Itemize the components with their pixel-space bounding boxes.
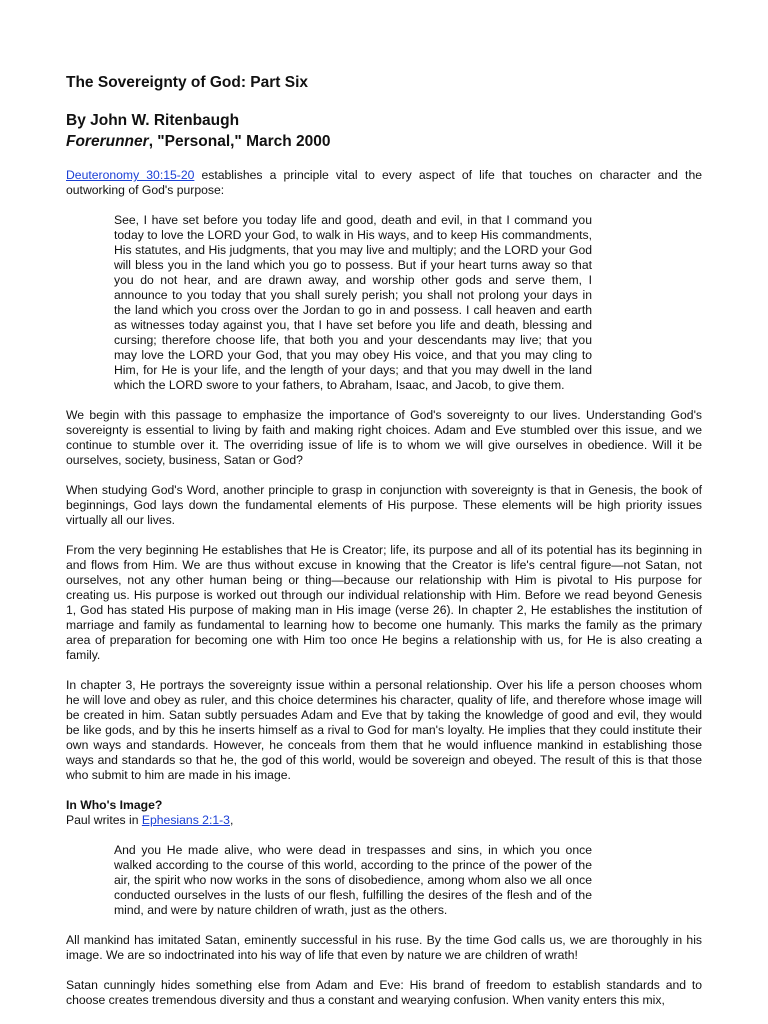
body-paragraph: Satan cunningly hides something else from Adam and Eve: His brand of freedom to establish standards and to choose creates tremendous diversity and thus a constant and wearying confusion. When vanity enters this mix, [66,978,702,1007]
intro-paragraph [66,168,702,198]
scripture-quote-deuteronomy: See, I have set before you today life and good, death and evil, in that I command you today to love the LORD your God, to walk in His ways, and to keep His commandments, His statutes, and His judgments, that you may live and multiply; and the LORD your God will bless you in the land which you go to possess. But if your heart turns away so that you do not hear, and are drawn away, and worship other gods and serve them, I announce to you today that you shall surely perish; you shall not prolong your days in the land which you cross over the Jordan to go in and possess. I call heaven and earth as witnesses today against you, that I have set before you life and death, blessing and cursing; therefore choose life, that both you and your descendants may live; that you may love the LORD your God, that you may obey His voice, and that you may cling to Him, for He is your life, and the length of your days; and that you may dwell in the land which the LORD swore to your fathers, to Abraham, Isaac, and Jacob, to give them. [114,213,592,392]
section-lead-end: , [229,813,234,827]
article-body [66,168,702,1023]
body-paragraph: When studying God's Word, another principle to grasp in conjunction with sovereignty is that in Genesis, the book of beginnings, God lays down the fundamental elements of His purpose. These elements will be high priority issues virtually all our lives. [66,483,702,527]
source-details: , "Personal," March 2000 [148,133,331,150]
article-title: The Sovereignty of God: Part Six [66,74,309,91]
section-heading: In Who's Image? [66,798,163,812]
intro-text: establishes a principle vital to every aspect of life that touches on character and the outworking of God's purpose: [66,168,702,197]
body-paragraph: We begin with this passage to emphasize the importance of God's sovereignty to our lives. Understanding God's sovereignty is essential to living by faith and making right choices. Adam and Eve stumbled over this issue, and we continue to stumble over it. The overriding issue of life is to whom we will give ourselves in obedience. Will it be ourselves, society, business, Satan or God? [66,408,702,467]
section-intro [66,798,702,828]
body-paragraph: From the very beginning He establishes that He is Creator; life, its purpose and all of its potential has its beginning in and flows from Him. We are thus without excuse in knowing that the Creator is life's central figure—not Satan, not ourselves, not any other human being or thing—because our relationship with Him is pivotal to His purpose for creating us. His purpose is worked out through our individual relationship with Him. Before we read beyond Genesis 1, God has stated His purpose of making man in His image (verse 26). In chapter 2, He establishes the institution of marriage and family as fundamental to learning how to become one humanly. This marks the family as the primary area of preparation for becoming one with Him too once He begins a relationship with us, for He is also creating a family. [66,543,702,662]
scripture-link-deuteronomy[interactable]: Deuteronomy 30:15-20 [66,168,195,182]
scripture-link-ephesians[interactable]: Ephesians 2:1-3 [141,813,230,827]
body-paragraph: In chapter 3, He portrays the sovereignty issue within a personal relationship. Over his life a person chooses whom he will love and obey as ruler, and this choice determines his character, quality of life, and therefore whose image will be created in him. Satan subtly persuades Adam and Eve that by taking the knowledge of good and evil, they would be like gods, and by this he inserts himself as a rival to God for man's loyalty. He implies that they could institute their own ways and standards. However, he conceals from them that he would influence mankind in establishing those ways and standards so that he, the god of this world, would be sovereign and obeyed. The result of this is that those who submit to him are made in his image. [66,678,702,782]
body-paragraph: All mankind has imitated Satan, eminently successful in his ruse. By the time God calls us, we are thoroughly in his image. We are so indoctrinated into his way of life that even by nature we are children of wrath! [66,933,702,962]
section-lead-text: Paul writes in [66,813,142,827]
source-publication: Forerunner [66,133,149,150]
article-author: By John W. Ritenbaugh [66,112,240,129]
scripture-quote-ephesians: And you He made alive, who were dead in trespasses and sins, in which you once walked according to the course of this world, according to the prince of the power of the air, the spirit who now works in the sons of disobedience, among whom also we all once conducted ourselves in the lusts of our flesh, fulfilling the desires of the flesh and of the mind, and were by nature children of wrath, just as the others. [114,843,592,917]
article-source [66,133,331,151]
